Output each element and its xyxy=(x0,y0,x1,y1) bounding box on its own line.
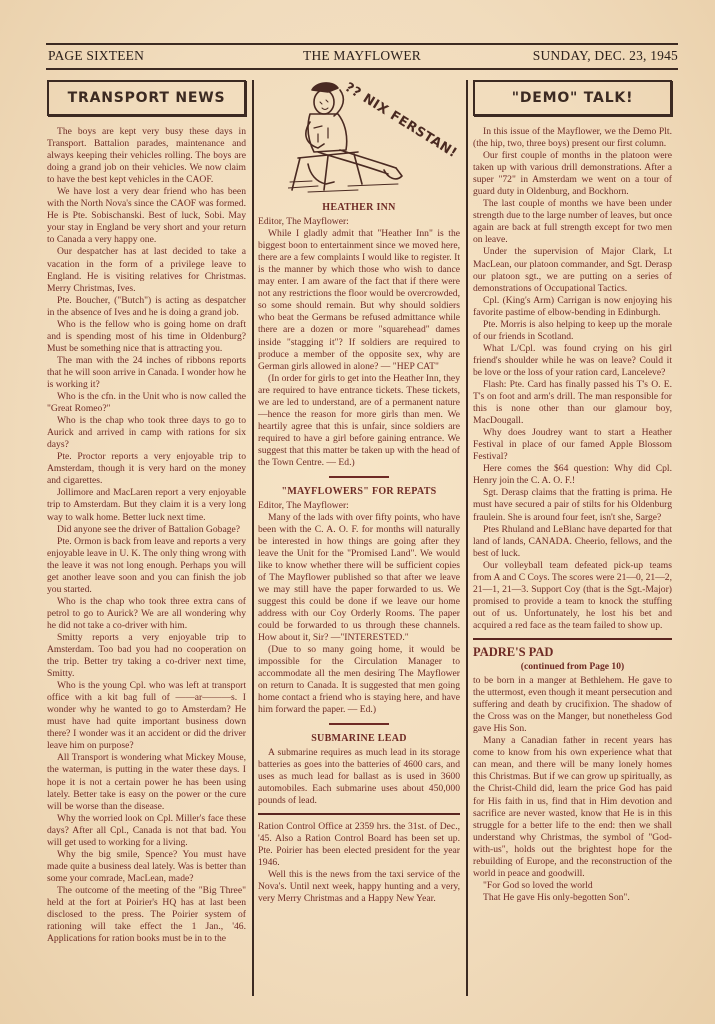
padres-pad-body xyxy=(473,675,672,880)
column-divider xyxy=(252,80,254,996)
submarine-lead-text: A submarine requires as much lead in its storage batteries as goes into the batteries of 4600 cars, and uses as much lead for ballast as is used in 3600 automobiles. Each submarine uses about 450,000 pounds of lead. xyxy=(258,746,460,807)
transport-news-paragraph: Why the big smile, Spence? You must have made quite a business deal lately. Was is better than some your comrade, MacLean, made? xyxy=(47,848,246,884)
transport-news-body xyxy=(47,126,246,945)
transport-news-paragraph: The man with the 24 inches of ribbons reports that he will soon arrive in Canada. I wonder how he is working it? xyxy=(47,354,247,390)
transport-news-paragraph: Why the worried look on Cpl. Miller's face these days? After all Cpl., Canada is not that bad. You will get used to working for a living. xyxy=(47,812,246,848)
demo-talk-paragraph: Pte. Morris is also helping to keep up the morale of our friends in Scotland. xyxy=(473,318,672,342)
newspaper-title: THE MAYFLOWER xyxy=(303,48,421,63)
padres-pad-paragraph: Many a Canadian father in recent years has come to know from his own experience what that can mean, and there will be many lonely homes this Christmas. But if we can grow up spiritually, as the Christ-Child did, learn the price God has paid for His faith in us, find that in Him devotion and sacrifice are never wasted, know that He is in this struggle for a better life to the end: then we shall understand why Christmas, the symbol of "God-with-us", holds out the brightest hope for the rebuilding of Europe, and the reconstruction of the world in peace and goodwill. xyxy=(473,735,672,879)
transport-news-paragraph: Jollimore and MacLaren report a very enjoyable trip to Amsterdam. But they claim it is a very long way to walk home. Better luck next time. xyxy=(47,487,246,523)
demo-talk-heading: "DEMO" TALK! xyxy=(473,80,672,116)
demo-talk-paragraph: Flash: Pte. Card has finally passed his T's O. E. T's on foot and arm's drill. The man responsible for this is none other than our glamour boy, MacDougall. xyxy=(473,378,672,427)
issue-date: SUNDAY, DEC. 23, 1945 xyxy=(532,48,678,63)
masthead xyxy=(46,46,678,68)
nix-ferstan-cartoon xyxy=(258,78,460,198)
section-divider xyxy=(329,723,389,725)
submarine-lead-title: SUBMARINE LEAD xyxy=(311,732,407,744)
transport-news-paragraph: Who is the fellow who is going home on draft and is spending most of his time in Oldenburg? Must be something nice that is attracting you. xyxy=(47,318,246,354)
repats-editor-reply: (Due to so many going home, it would be impossible for the Circulation Manager to accommodate all the men desiring The Mayflower on return to Canada. It is suggested that men going home contact a friend who is staying here, and have him forward the paper. — Ed.) xyxy=(258,644,460,716)
demo-talk-paragraph: Ptes Rhuland and LeBlanc have departed for that land of lands, CANADA. Cheerio, fellows, and the best of luck. xyxy=(473,523,672,559)
transport-news-paragraph: Smitty reports a very enjoyable trip to Amsterdam. Too bad you had no cooperation on the trip. Better try taking a co-driver next time, Smitty. xyxy=(47,631,246,680)
transport-news-column xyxy=(47,78,246,945)
section-divider xyxy=(329,476,389,478)
padres-pad-title: PADRE'S PAD xyxy=(473,644,554,659)
demo-talk-paragraph: The last couple of months we have been under strength due to the large number of leaves, but once again are back at full strength except for two men on leave. xyxy=(473,198,672,246)
masthead-bottom-rule xyxy=(46,68,678,70)
section-divider xyxy=(258,813,460,815)
demo-talk-paragraph: Sgt. Derasp claims that the fratting is prima. He must have secured a pair of stilts for his Oldenburg fraulein. She is around four feet, isn't she, Sarge? xyxy=(473,487,672,523)
verse-line: That He gave His only-begotten Son". xyxy=(483,891,630,903)
heather-inn-letter: While I gladly admit that "Heather Inn" is the biggest boon to entertainment since we moved here, there are a few complaints I would like to register. It is the manner by which those who wish to dance may enter. I am aware of the fact that if there were not any restrictions the floor would be overcrowded, so some should remain. But why should soldiers who beat the Germans be refused admittance while there are a dozen or more "squarehead" dames inside "stagging it"? If soldiers are required to produce a member of the opposite sex, why are German girls allowed in alone? — "HEP CAT" xyxy=(258,228,460,372)
page-number: PAGE SIXTEEN xyxy=(48,48,145,63)
padres-pad-paragraph: to be born in a manger at Bethlehem. He gave to the uttermost, even though it meant persecution and suffering and death by crucifixion. The shadow of the Cross was on the Manger, but nonetheless God gave His Son. xyxy=(473,675,672,735)
transport-news-paragraph: Who is the cfn. in the Unit who is now called the "Great Romeo?" xyxy=(47,391,246,415)
transport-news-paragraph: All Transport is wondering what Mickey Mouse, the waterman, is putting in the water these days. I hope it is not a certain power he has been using lately. Better take is easy on the power or the cure will be worse than the disease. xyxy=(47,752,246,812)
cartoon-caption: ?? NIX FERSTAN! xyxy=(342,80,460,162)
demo-talk-paragraph: Our first couple of months in the platoon were taken up with various drill demonstrations. After a super "72" in Amsterdam we went on a tour of guard duty in Oldenburg, and Bockhorn. xyxy=(473,150,672,198)
transport-news-paragraph: Who is the chap who took three extra cans of petrol to go to Aurick? We are all wondering why he did not take a co-driver with him. xyxy=(47,595,246,631)
transport-news-paragraph: The boys are kept very busy these days in Transport. Battalion parades, maintenance and always keeping their vehicles rolling. The boys are doing a grand job on their vehicles. We now claim to have the best kept vehicles in the CAOF. xyxy=(47,126,246,186)
padres-pad-continued-note: (continued from Page 10) xyxy=(520,661,625,673)
heather-inn-title: HEATHER INN xyxy=(322,202,396,213)
repats-salutation: Editor, The Mayflower: xyxy=(258,499,349,511)
transport-news-paragraph: Who is the chap who took three days to go to Aurick and arrived in camp with rations for six days? xyxy=(47,415,246,451)
demo-talk-paragraph: Why does Joudrey want to start a Heather Festival in place of our famed Apple Blossom Festival? xyxy=(473,427,672,463)
verse-line: "For God so loved the world xyxy=(483,879,593,891)
transport-news-paragraph: Ration Control Office at 2359 hrs. the 31st. of Dec., '45. Also a Ration Control Board has been set up. Pte. Poirier has been elected president for the year 1946. xyxy=(258,821,460,869)
demo-talk-paragraph: What L/Cpl. was found crying on his girl friend's shoulder while he was on leave? Could it be love or the loss of your ration card, Lanceleve? xyxy=(473,342,672,378)
demo-talk-paragraph: Here comes the $64 question: Why did Cpl. Henry join the C. A. O. F.! xyxy=(473,463,672,487)
transport-news-paragraph: Pte. Ormon is back from leave and reports a very enjoyable leave in U. K. The only thing wrong with the leave it was not long enough. Perhaps you will get another leave soon and you can finish the job you started. xyxy=(47,535,246,595)
transport-news-paragraph: The outcome of the meeting of the "Big Three" held at the fort at Poirier's HQ has at last been disclosed to the press. The Poirier system of rationing will take effect the 1 Jan., '46. Applications for ration books must be in to the xyxy=(47,884,246,945)
transport-news-paragraph: Pte. Proctor reports a very enjoyable trip to Amsterdam, though it is very hard on the money and cigarettes. xyxy=(47,451,246,487)
demo-talk-column xyxy=(473,78,672,904)
transport-news-paragraph: Who is the young Cpl. who was left at transport office with a kit bag full of ——ar———s. I wonder why he wanted to go to Amsterdam? He must have had quite important business down there? I wonder was it an accident or did the driver leave him on purpose? xyxy=(47,680,246,752)
demo-talk-paragraph: Cpl. (King's Arm) Carrigan is now enjoying his favorite pastime of elbow-bending in Edinburgh. xyxy=(473,294,672,318)
demo-talk-paragraph: Under the supervision of Major Clark, Lt MacLean, our platoon commander, and Sgt. Derasp our platoon sgt., we are putting on a series of demonstrations of Occupational Tactics. xyxy=(473,246,672,294)
masthead-top-rule xyxy=(46,43,678,45)
center-column xyxy=(258,78,460,906)
section-divider xyxy=(473,638,672,640)
heather-inn-salutation: Editor, The Mayflower: xyxy=(258,216,349,228)
transport-news-paragraph: Our despatcher has at last decided to take a vacation in the form of a privilege leave to England. He is visiting relatives for Christmas. Merry Christmas, Ives. xyxy=(47,246,246,294)
transport-news-continuation xyxy=(258,821,460,905)
transport-news-paragraph: Pte. Boucher, ("Butch") is acting as despatcher in the absence of Ives and he is doing a grand job. xyxy=(47,294,246,318)
column-divider xyxy=(466,80,468,996)
repats-title: "MAYFLOWERS" FOR REPATS xyxy=(281,485,437,497)
transport-news-paragraph: We have lost a very dear friend who has been with the North Nova's since the CAOF was formed. He is Pte. Sobischanski. Best of luck, Sobi. May your stay in England be very short and your return to Canada a very happy one. xyxy=(47,186,246,246)
padres-pad-verse xyxy=(473,880,672,904)
transport-news-paragraph: Did anyone see the driver of Battalion Gobage? xyxy=(57,523,241,535)
transport-news-paragraph: Well this is the news from the taxi service of the Nova's. Until next week, happy hunting and a very, very Merry Christmas and a Happy New Year. xyxy=(258,869,460,905)
transport-news-heading: TRANSPORT NEWS xyxy=(47,80,246,116)
demo-talk-paragraph: Our volleyball team defeated pick-up teams from A and C Coys. The scores were 21—0, 21—2, 21—1, 21—3. Support Coy (that is the Sgt.-Major) promised to provide a team to knock the stuffing out of us. Unfortunately, he lost his bet and acquired a red face as the team failed to show up. xyxy=(473,559,672,631)
demo-talk-paragraph: In this issue of the Mayflower, we the Demo Plt. (the hip, two, three boys) present our first column. xyxy=(473,126,672,150)
repats-letter: Many of the lads with over fifty points, who have been with the C. A. O. F. for months will naturally be interested in how things are going after they leave the Unit for the "Promised Land". We would like to know whether there will be sufficient copies of The Mayflower published so that after we leave we may still have the paper forwarded to us. We suggest this could be done if we leave our home address with our Coy Orderly Rooms. The paper could be forwarded to us through these channels. How about it, Sir? —"INTERESTED." xyxy=(258,511,460,644)
heather-inn-editor-reply: (In order for girls to get into the Heather Inn, they are required to have entrance tickets. These tickets, we are led to understand, are of a permanent nature—hence the reason for more girls than men. We heartily agree that this is unfair, since soldiers are required to have a girl before gaining entrance. We suggest that this matter be taken up with the head of the Town Centre. — Ed.) xyxy=(258,372,460,468)
demo-talk-body xyxy=(473,126,672,632)
